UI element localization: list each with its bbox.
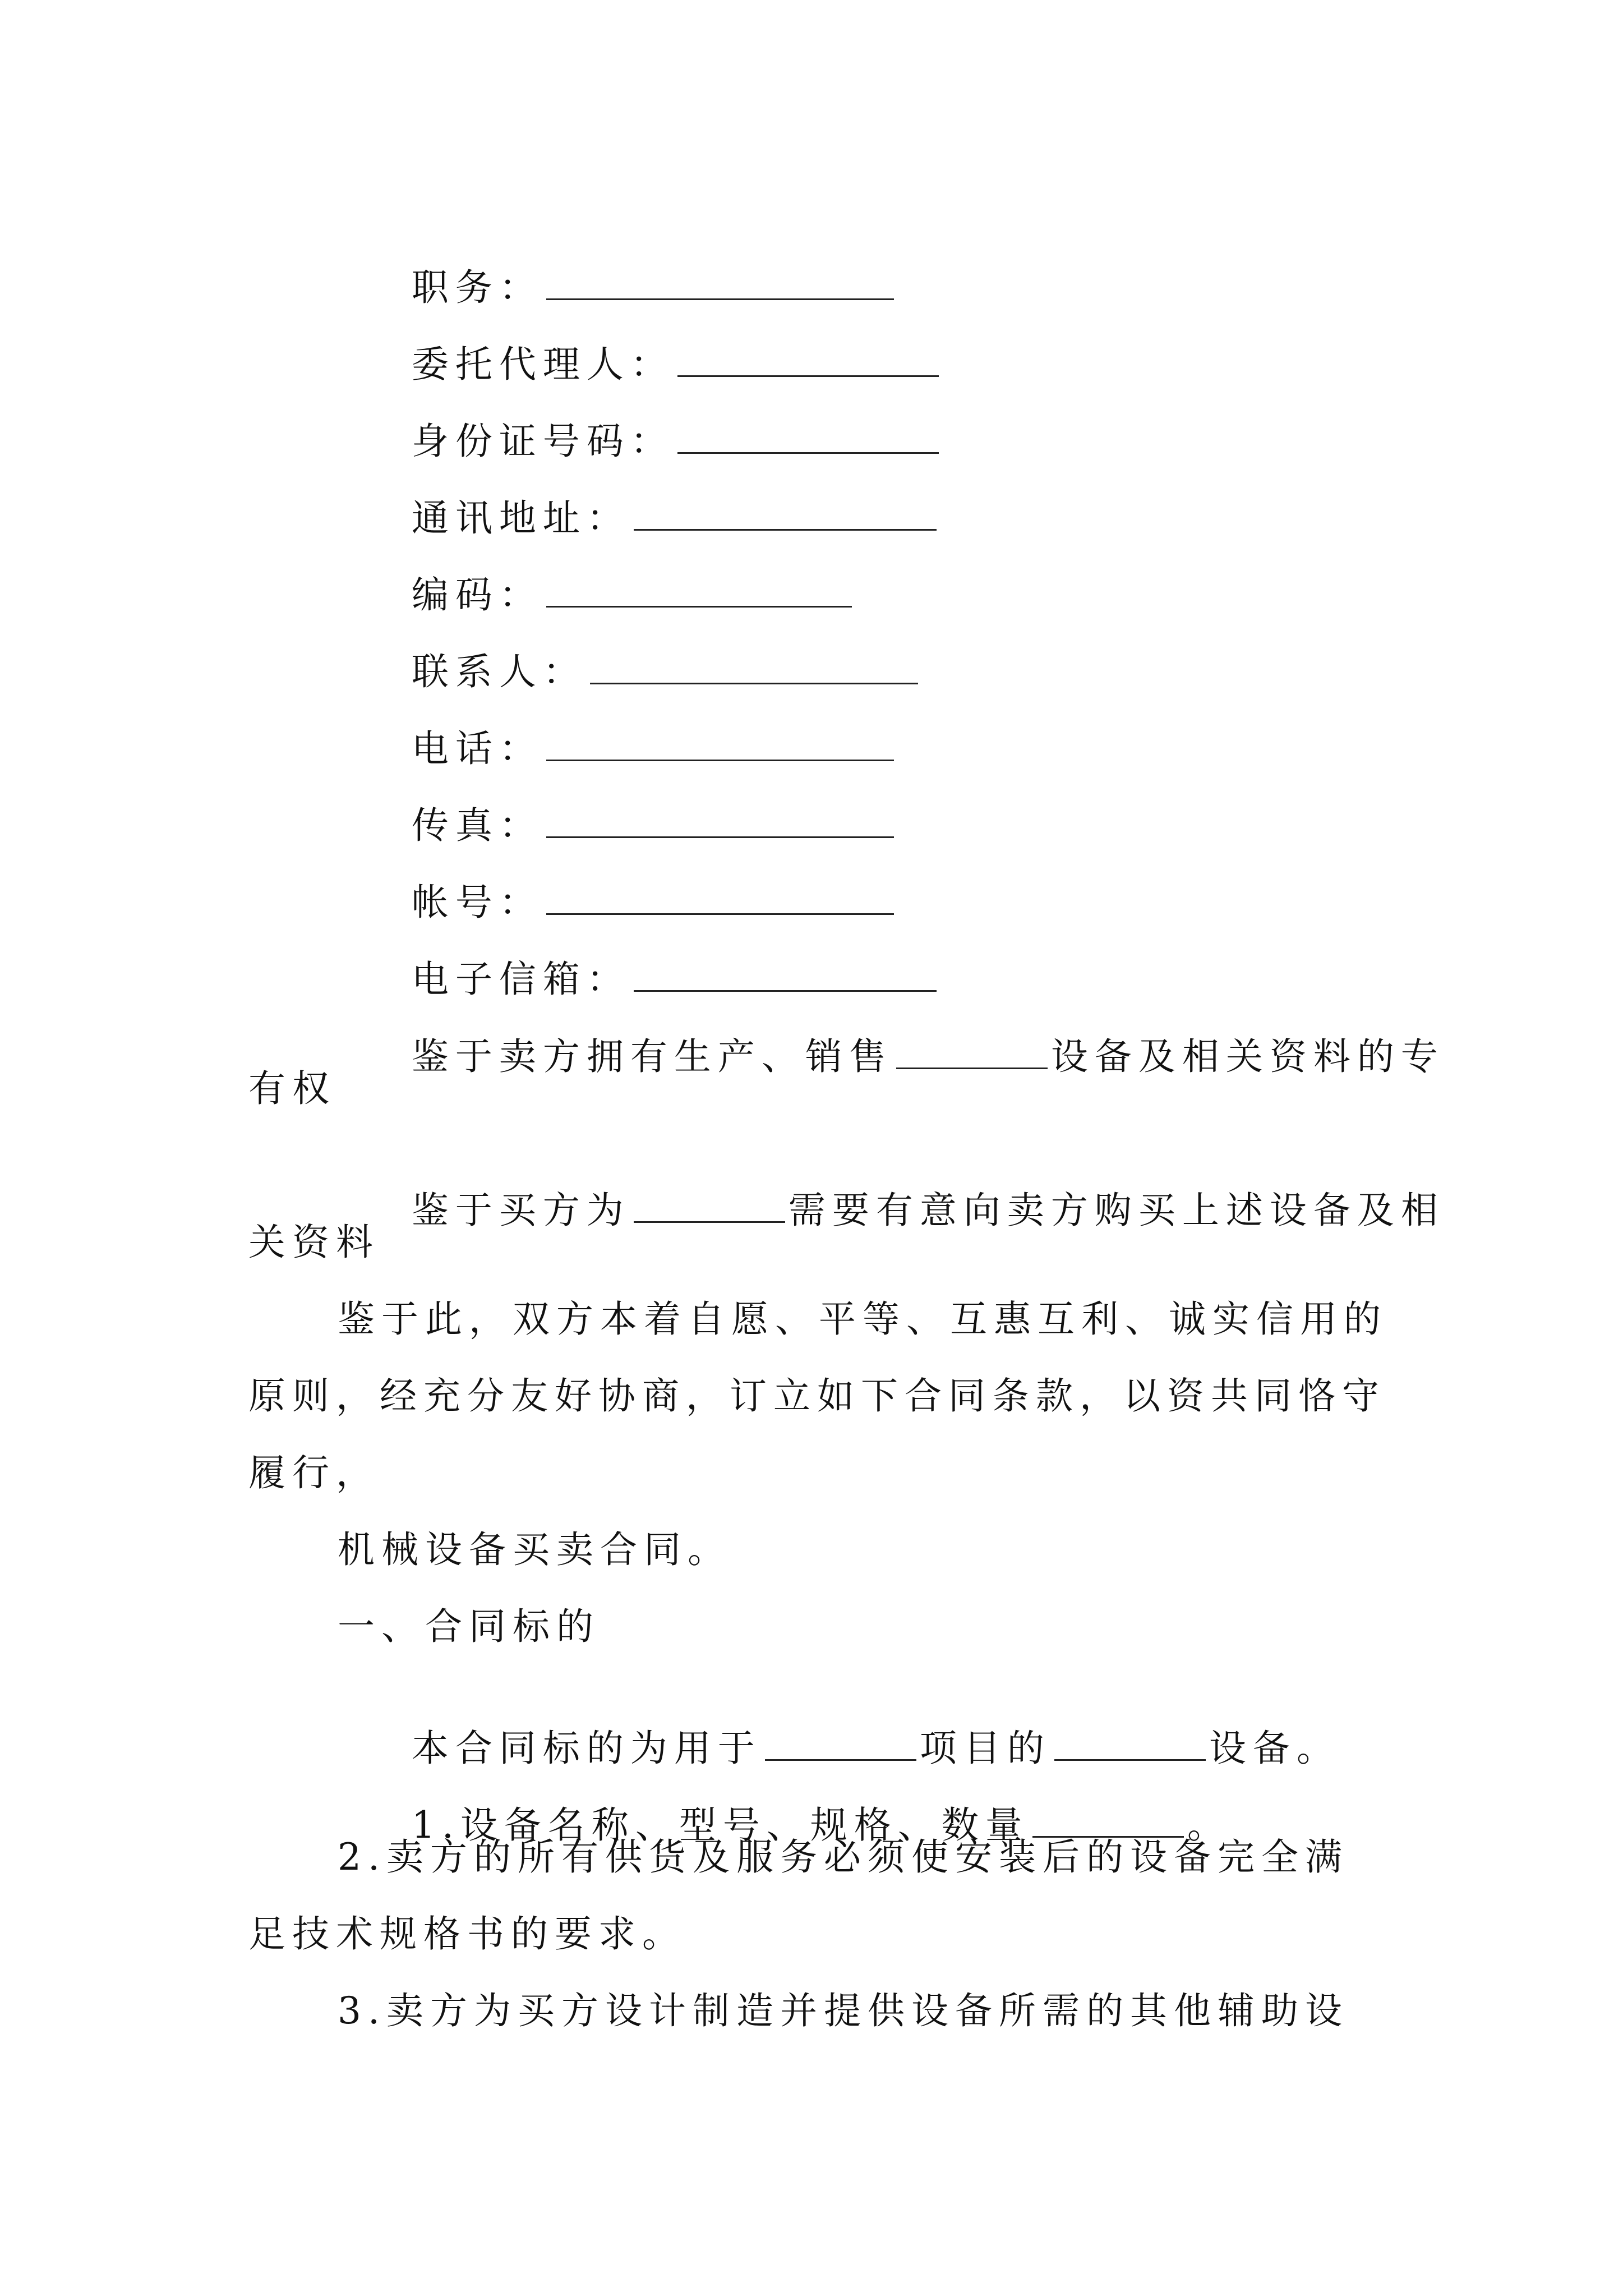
blank-line (765, 1728, 916, 1761)
recital-seller-text-2: 设备及相关资料的专 (1050, 1035, 1445, 1078)
field-blank (590, 651, 918, 684)
field-label: 委托代理人： (411, 343, 674, 386)
subject-text-2: 项目的 (919, 1727, 1051, 1770)
contract-name: 机械设备买卖合同。 (338, 1528, 731, 1571)
blank-line (1054, 1728, 1206, 1761)
recital-principle-2: 原则，经充分友好协商，订立如下合同条款，以资共同恪守 (248, 1374, 1386, 1418)
item-2-line-2: 足技术规格书的要求。 (248, 1912, 686, 1955)
item-2-line-1: 2.卖方的所有供货及服务必须使安装后的设备完全满 (338, 1835, 1349, 1879)
blank-line (634, 1190, 785, 1223)
field-label: 身份证号码： (411, 420, 674, 463)
field-blank (546, 728, 894, 761)
field-blank (546, 267, 894, 300)
field-blank (546, 574, 852, 608)
recital-seller-text: 鉴于卖方拥有生产、销售 (411, 1035, 893, 1078)
field-label: 通讯地址： (411, 496, 630, 540)
item-1-text-2: 。 (1187, 1803, 1231, 1847)
field-label: 帐号： (411, 881, 543, 924)
blank-line (1032, 1805, 1184, 1838)
field-blank (634, 959, 937, 992)
recital-buyer (338, 1143, 1445, 1278)
recital-buyer-text-2: 需要有意向卖方购买上述设备及相 (788, 1189, 1445, 1232)
recital-principle-3: 履行， (248, 1451, 380, 1494)
field-label: 联系人： (411, 650, 587, 693)
recital-principle-1: 鉴于此，双方本着自愿、平等、互惠互利、诚实信用的 (338, 1297, 1387, 1341)
item-1-text: 1.设备名称、型号、规格、数量 (411, 1803, 1029, 1847)
subject-text-3: 设备。 (1209, 1727, 1340, 1770)
field-label: 电话： (411, 727, 543, 770)
section-heading: 一、合同标的 (338, 1605, 600, 1648)
recital-seller-cont: 有权 (248, 1067, 336, 1110)
recital-seller (338, 990, 1445, 1124)
recital-buyer-cont: 关资料 (248, 1221, 380, 1264)
field-blank (546, 882, 894, 915)
field-label: 电子信箱： (411, 958, 630, 1001)
item-3-line-1: 3.卖方为买方设计制造并提供设备所需的其他辅助设 (338, 1989, 1349, 2032)
recital-buyer-text: 鉴于买方为 (411, 1189, 630, 1232)
subject-text: 本合同标的为用于 (411, 1727, 762, 1770)
field-label: 传真： (411, 804, 543, 847)
field-blank (677, 421, 939, 454)
field-label: 职务： (411, 266, 543, 309)
field-label: 编码： (411, 573, 543, 616)
field-blank (634, 498, 937, 531)
blank-line (896, 1036, 1048, 1069)
field-blank (546, 805, 894, 838)
field-blank (677, 344, 939, 377)
